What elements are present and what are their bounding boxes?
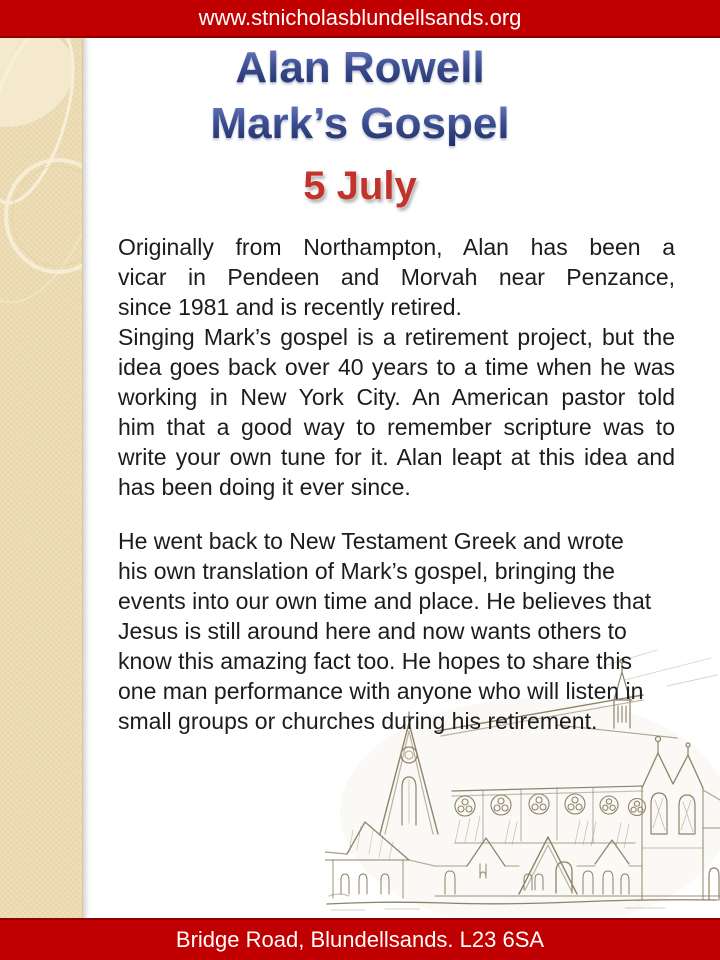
page-title-line1: Alan Rowell [0, 46, 720, 90]
body-text-line: events into our own time and place. He believes that [118, 588, 652, 614]
body-text-line: He went back to New Testament Greek and wrote [118, 528, 624, 554]
body-text-line: working in New York City. An American pastor told [118, 384, 675, 410]
body-text-line: Jesus is still around here and now wants others to [118, 618, 627, 644]
body-text-line: know this amazing fact too. He hopes to share this [118, 648, 632, 674]
bottom-banner [0, 918, 720, 960]
body-text-line: one man performance with anyone who will listen in [118, 678, 644, 704]
body-text-line: has been doing it ever since. [118, 474, 411, 500]
body-text-line: idea goes back over 40 years to a time when he was [118, 354, 675, 380]
church-address: Bridge Road, Blundellsands. L23 6SA [175, 927, 545, 952]
body-text [118, 232, 675, 736]
body-text-line: Originally from Northampton, Alan has been a [118, 234, 675, 260]
ellipse-decoration-icon [0, 36, 82, 920]
body-text-line: his own translation of Mark’s gospel, bringing the [118, 558, 615, 584]
body-text-line: Singing Mark’s gospel is a retirement project, but the [118, 324, 675, 350]
left-decor-strip [0, 36, 83, 920]
event-date: 5 July [303, 164, 417, 208]
paragraph-gap [118, 502, 675, 526]
body-text-line: write your own tune for it. Alan leapt at this idea and [118, 444, 675, 470]
top-banner [0, 0, 720, 38]
website-url: www.stnicholasblundellsands.org [198, 5, 522, 30]
body-text-line: small groups or churches during his retirement. [118, 708, 598, 734]
page-title-line2: Mark’s Gospel [0, 102, 720, 146]
body-text-line: since 1981 and is recently retired. [118, 294, 462, 320]
body-text-line: vicar in Pendeen and Morvah near Penzance, [118, 264, 675, 290]
body-text-line: him that a good way to remember scripture was to [118, 414, 675, 440]
